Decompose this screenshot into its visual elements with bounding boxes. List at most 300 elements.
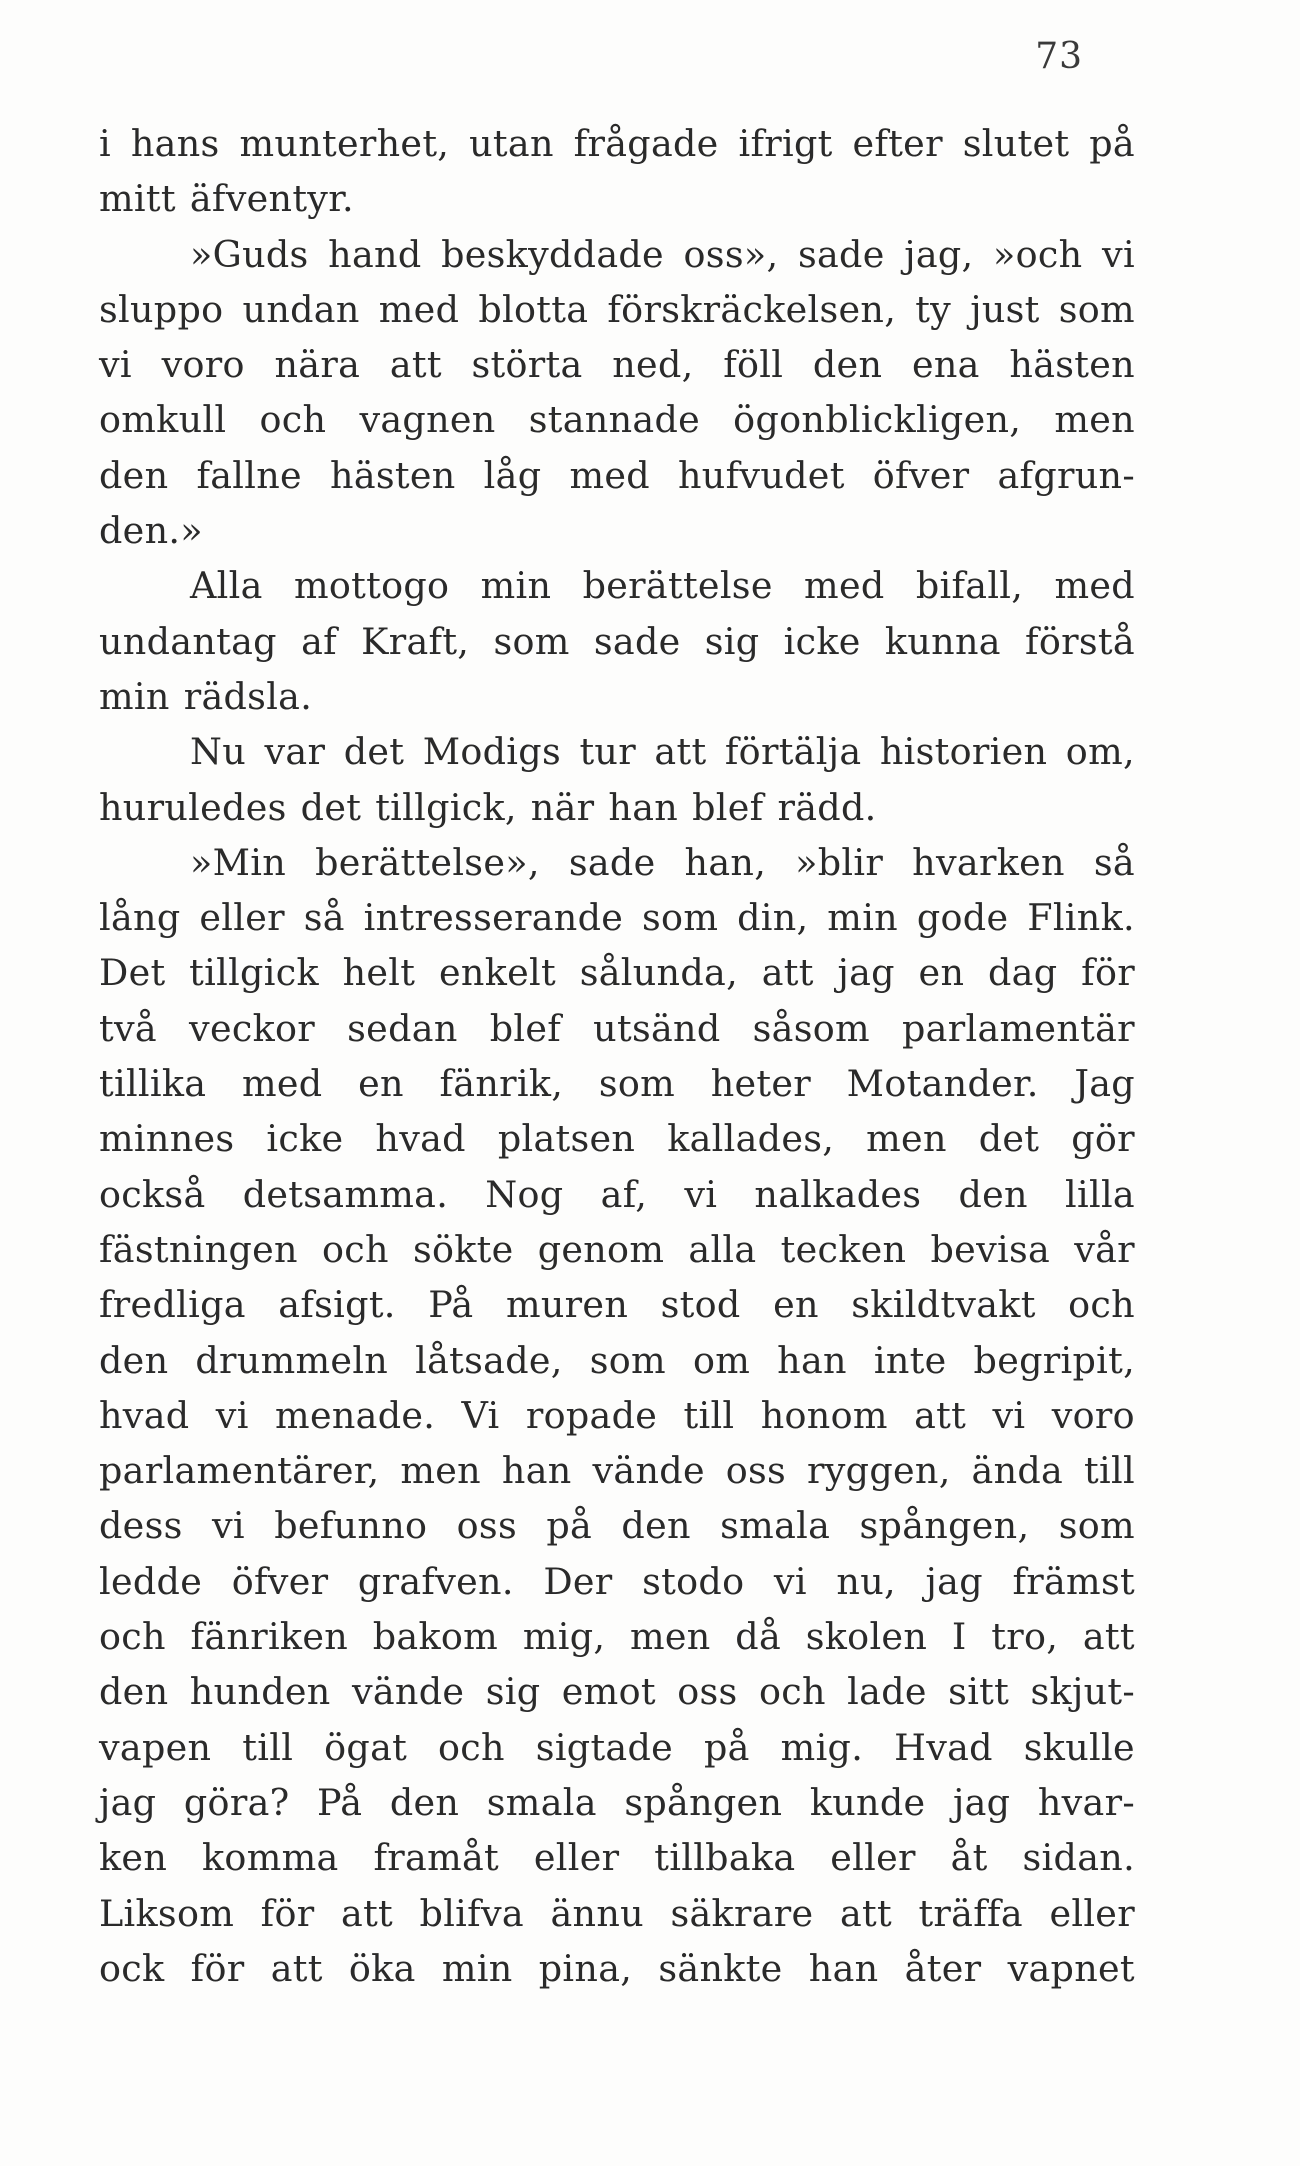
word: frågade <box>573 122 719 165</box>
word: sidan. <box>1022 1836 1135 1880</box>
word: oss», <box>683 232 779 276</box>
word: Liksom <box>99 1891 235 1935</box>
word: åter <box>904 1946 982 1990</box>
text-line <box>99 558 1135 613</box>
word: oss <box>456 1504 517 1548</box>
text-line <box>99 1554 1135 1609</box>
word: sade <box>593 619 681 663</box>
word: i <box>99 122 111 165</box>
word: jag <box>837 951 895 995</box>
word: smala <box>720 1504 831 1548</box>
word: kunna <box>884 619 1001 663</box>
word: hvarken <box>912 840 1065 884</box>
word: hunden <box>189 1670 331 1714</box>
word: ryggen, <box>807 1449 951 1493</box>
word: mitt <box>99 177 176 221</box>
word: och <box>99 1615 166 1659</box>
word: för <box>1081 951 1135 995</box>
word: berättelse <box>582 564 773 608</box>
text-line <box>99 1609 1135 1664</box>
word: munterhet, <box>239 122 450 165</box>
word: som <box>589 1338 666 1382</box>
body-text <box>99 116 1135 1996</box>
word: att <box>914 1393 967 1437</box>
word: genom <box>537 1227 665 1271</box>
text-line <box>99 835 1135 890</box>
word: två <box>99 1006 157 1050</box>
word: smala <box>486 1780 597 1824</box>
word: beskyddade <box>441 232 664 276</box>
word: dess <box>99 1504 183 1548</box>
word: oss <box>725 1449 787 1493</box>
word: den <box>389 1780 460 1824</box>
text-line <box>99 282 1135 337</box>
word: hästen <box>330 453 456 497</box>
word: »blir <box>795 840 884 884</box>
word: sitt <box>948 1670 1010 1714</box>
word: med <box>804 564 885 608</box>
word: mig. <box>780 1725 864 1769</box>
word: afsigt. <box>278 1283 396 1327</box>
word: fallne <box>196 453 302 497</box>
word: sig <box>704 619 760 663</box>
text-line <box>99 1056 1135 1111</box>
word: ännu <box>550 1891 644 1935</box>
word: också <box>99 1172 206 1216</box>
word: och <box>758 1670 826 1714</box>
word: på <box>704 1725 750 1769</box>
word: med <box>241 1062 323 1106</box>
text-line <box>99 1498 1135 1553</box>
word: öfver <box>872 453 970 497</box>
word: som <box>493 619 570 663</box>
word: hufvudet <box>677 453 845 497</box>
word: en <box>773 1283 819 1327</box>
word: fredliga <box>99 1283 246 1327</box>
word: att <box>761 951 814 995</box>
word: Hvad <box>894 1725 993 1769</box>
word: när <box>530 785 595 829</box>
word: ty <box>915 287 952 331</box>
text-line <box>99 503 1135 558</box>
word: vi <box>684 1172 718 1216</box>
word: vände <box>351 1670 465 1714</box>
text-line <box>99 1664 1135 1719</box>
word: var <box>264 730 326 774</box>
word: eller <box>830 1836 916 1880</box>
word: Flink. <box>1027 896 1135 940</box>
word: parlamentärer, <box>99 1449 380 1493</box>
word: kallades, <box>667 1117 835 1161</box>
word: rädsla. <box>183 674 313 718</box>
word: föll <box>723 343 784 387</box>
word: tillika <box>99 1062 207 1106</box>
word: befunno <box>274 1504 428 1548</box>
word: menade. <box>275 1393 436 1437</box>
word: voro <box>161 343 245 387</box>
word: sänkte <box>658 1946 783 1990</box>
text-line <box>99 392 1135 447</box>
word: emot <box>561 1670 656 1714</box>
word: för <box>190 1946 245 1990</box>
word: din, <box>737 896 809 940</box>
word: vi <box>211 1504 245 1548</box>
word: fänrik, <box>439 1062 564 1106</box>
word: jag <box>99 1780 157 1824</box>
word: den.» <box>99 509 203 553</box>
word: sig <box>485 1670 541 1714</box>
word: med <box>1054 564 1135 608</box>
text-line <box>99 1222 1135 1277</box>
word: blef <box>489 1006 562 1050</box>
word: berättelse», <box>315 840 540 884</box>
word: skulle <box>1023 1725 1135 1769</box>
word: stodo <box>642 1559 745 1603</box>
word: rädd. <box>777 785 877 829</box>
text-line <box>99 1277 1135 1332</box>
word: undan <box>242 287 360 331</box>
word: på <box>1089 122 1135 165</box>
word: säkrare <box>670 1891 814 1935</box>
word: blef <box>692 785 764 829</box>
word: men <box>400 1449 481 1493</box>
word: lade <box>847 1670 927 1714</box>
word: till <box>1084 1449 1135 1493</box>
word: tecken <box>780 1227 907 1271</box>
word: nu, <box>836 1559 896 1603</box>
word: främst <box>1012 1559 1135 1603</box>
word: oss <box>677 1670 738 1714</box>
word: den <box>812 343 883 387</box>
word: ock <box>99 1946 165 1990</box>
text-line <box>99 780 1135 835</box>
word: eller <box>1049 1891 1135 1935</box>
text-line <box>99 337 1135 392</box>
word: parlamentär <box>902 1006 1135 1050</box>
word: mottogo <box>293 564 450 608</box>
word: heter <box>710 1062 812 1106</box>
word: tro, <box>991 1615 1059 1659</box>
text-line <box>99 1333 1135 1388</box>
word: att <box>1082 1615 1135 1659</box>
word: I <box>951 1615 967 1659</box>
word: öfver <box>231 1559 329 1603</box>
word: tur <box>579 730 636 774</box>
word: min <box>827 896 898 940</box>
word: han <box>808 1946 879 1990</box>
text-line <box>99 1830 1135 1885</box>
word: om <box>692 1338 751 1382</box>
word: framåt <box>373 1836 500 1880</box>
word: Alla <box>190 564 263 608</box>
word: Modigs <box>422 730 561 774</box>
word: platsen <box>497 1117 636 1161</box>
word: voro <box>1051 1393 1135 1437</box>
word: fänriken <box>190 1615 349 1659</box>
word: och <box>1068 1283 1135 1327</box>
word: det <box>300 785 362 829</box>
word: sade <box>568 840 656 884</box>
word: hans <box>130 122 220 165</box>
word: komma <box>202 1836 339 1880</box>
word: skjut- <box>1030 1670 1135 1714</box>
word: som <box>1058 287 1135 331</box>
word: den <box>958 1172 1028 1216</box>
word: af <box>301 619 337 663</box>
word: spången <box>624 1780 783 1824</box>
text-line <box>99 945 1135 1000</box>
word: att <box>839 1891 892 1935</box>
word: den <box>99 453 169 497</box>
word: så <box>303 896 345 940</box>
word: låtsade, <box>415 1338 563 1382</box>
word: skildtvakt <box>851 1283 1036 1327</box>
word: göra? <box>183 1780 290 1824</box>
word: ögonblickligen, <box>733 398 1022 442</box>
word: bakom <box>372 1615 499 1659</box>
word: vi <box>1102 232 1135 276</box>
word: en <box>918 951 965 995</box>
word: enkelt <box>438 951 556 995</box>
word: ledde <box>99 1559 203 1603</box>
word: efter <box>852 122 943 165</box>
word: ögat <box>324 1725 408 1769</box>
word: tillgick, <box>375 785 517 829</box>
word: förstå <box>1025 619 1135 663</box>
word: och <box>259 398 327 442</box>
word: han <box>608 785 679 829</box>
word: men <box>629 1615 711 1659</box>
word: att <box>270 1946 323 1990</box>
word: lång <box>99 896 181 940</box>
word: alla <box>688 1227 757 1271</box>
word: grafven. <box>357 1559 514 1603</box>
page-number: 73 <box>1035 36 1083 77</box>
word: utan <box>469 122 554 165</box>
word: På <box>428 1283 474 1327</box>
word: tillgick <box>189 951 319 995</box>
text-line <box>99 669 1135 724</box>
word: för <box>260 1891 315 1935</box>
word: ända <box>971 1449 1064 1493</box>
text-line <box>99 1775 1135 1830</box>
word: störta <box>471 343 583 387</box>
word: såsom <box>752 1006 870 1050</box>
word: Vi <box>461 1393 500 1437</box>
word: vagnen <box>359 398 496 442</box>
word: och <box>438 1725 505 1769</box>
word: kunde <box>809 1780 926 1824</box>
word: hästen <box>1009 343 1135 387</box>
text-line <box>99 1443 1135 1498</box>
word: »och <box>993 232 1083 276</box>
word: ken <box>99 1836 168 1880</box>
text-line <box>99 227 1135 282</box>
word: med <box>378 287 460 331</box>
word: huruledes <box>99 785 287 829</box>
word: slutet <box>962 122 1070 165</box>
word: träffa <box>918 1891 1023 1935</box>
word: så <box>1093 840 1135 884</box>
word: mig, <box>522 1615 606 1659</box>
word: det <box>343 730 405 774</box>
word: min <box>480 564 552 608</box>
word: han <box>501 1449 572 1493</box>
word: inte <box>873 1338 947 1382</box>
word: vi <box>773 1559 807 1603</box>
word: nalkades <box>754 1172 922 1216</box>
word: förskräckelsen, <box>607 287 897 331</box>
word: vi <box>99 343 132 387</box>
word: åt <box>950 1836 988 1880</box>
word: bevisa <box>930 1227 1051 1271</box>
word: vår <box>1074 1227 1135 1271</box>
word: skolen <box>805 1615 928 1659</box>
word: den <box>99 1670 169 1714</box>
word: »Guds <box>190 232 309 276</box>
word: den <box>99 1338 169 1382</box>
word: gode <box>916 896 1009 940</box>
word: sade <box>797 232 885 276</box>
word: men <box>866 1117 947 1161</box>
word: men <box>1054 398 1135 442</box>
word: hvar- <box>1037 1780 1135 1824</box>
word: min <box>441 1946 513 1990</box>
word: en <box>358 1062 404 1106</box>
word: undantag <box>99 619 277 663</box>
word: ena <box>911 343 980 387</box>
word: sålunda, <box>579 951 738 995</box>
word: till <box>683 1393 735 1437</box>
word: som <box>642 896 719 940</box>
word: låg <box>483 453 542 497</box>
word: blifva <box>419 1891 524 1935</box>
word: till <box>242 1725 294 1769</box>
word: blotta <box>478 287 589 331</box>
text-line <box>99 1111 1135 1166</box>
word: sedan <box>347 1006 458 1050</box>
word: då <box>735 1615 782 1659</box>
text-line <box>99 1001 1135 1056</box>
word: hvad <box>99 1393 190 1437</box>
word: tillbaka <box>654 1836 796 1880</box>
word: Nu <box>190 730 247 774</box>
word: icke <box>783 619 861 663</box>
word: dag <box>988 951 1058 995</box>
word: veckor <box>189 1006 316 1050</box>
word: gör <box>1071 1117 1135 1161</box>
word: spången, <box>859 1504 1030 1548</box>
text-line <box>99 1886 1135 1941</box>
word: ropade <box>525 1393 658 1437</box>
word: vapnet <box>1007 1946 1135 1990</box>
word: ned, <box>612 343 694 387</box>
word: Kraft, <box>361 619 470 663</box>
word: förtälja <box>724 730 862 774</box>
word: den <box>621 1504 691 1548</box>
word: ifrigt <box>738 122 833 165</box>
word: och <box>321 1227 389 1271</box>
word: hvad <box>375 1117 466 1161</box>
word: han, <box>684 840 767 884</box>
word: sigtade <box>535 1725 674 1769</box>
word: sökte <box>412 1227 514 1271</box>
word: vi <box>215 1393 249 1437</box>
text-line <box>99 614 1135 669</box>
word: med <box>569 453 650 497</box>
word: på <box>546 1504 593 1548</box>
word: historien <box>879 730 1048 774</box>
word: Der <box>543 1559 613 1603</box>
word: min <box>99 674 170 718</box>
word: På <box>317 1780 363 1824</box>
word: stannade <box>528 398 701 442</box>
word: jag <box>952 1780 1011 1824</box>
word: Jag <box>1074 1062 1135 1106</box>
word: jag, <box>904 232 974 276</box>
text-line <box>99 1388 1135 1443</box>
word: som <box>1058 1504 1135 1548</box>
word: honom <box>760 1393 888 1437</box>
text-line <box>99 116 1135 171</box>
text-line <box>99 1720 1135 1775</box>
word: nära <box>274 343 361 387</box>
word: fästningen <box>99 1227 298 1271</box>
word: just <box>970 287 1040 331</box>
word: att <box>654 730 707 774</box>
word: minnes <box>99 1117 235 1161</box>
word: sluppo <box>99 287 224 331</box>
word: öka <box>348 1946 416 1990</box>
word: begripit, <box>973 1338 1135 1382</box>
word: om, <box>1065 730 1135 774</box>
word: Nog <box>485 1172 564 1216</box>
word: vapen <box>99 1725 212 1769</box>
word: detsamma. <box>242 1172 449 1216</box>
word: stod <box>660 1283 741 1327</box>
word: afgrun- <box>997 453 1135 497</box>
word: lilla <box>1065 1172 1135 1216</box>
word: hand <box>328 232 422 276</box>
word: att <box>389 343 442 387</box>
word: intresserande <box>363 896 624 940</box>
word: äfventyr. <box>189 177 354 221</box>
text-line <box>99 1167 1135 1222</box>
word: vi <box>992 1393 1026 1437</box>
word: bifall, <box>915 564 1024 608</box>
word: omkull <box>99 398 227 442</box>
text-line <box>99 1941 1135 1996</box>
text-line <box>99 890 1135 945</box>
word: som <box>598 1062 676 1106</box>
word: jag <box>925 1559 983 1603</box>
word: eller <box>199 896 285 940</box>
word: Det <box>99 951 166 995</box>
word: att <box>341 1891 394 1935</box>
word: pina, <box>538 1946 633 1990</box>
word: af, <box>600 1172 648 1216</box>
word: drummeln <box>195 1338 389 1382</box>
word: »Min <box>190 840 287 884</box>
text-line <box>99 171 1135 226</box>
word: han <box>777 1338 847 1382</box>
text-line <box>99 448 1135 503</box>
word: icke <box>266 1117 344 1161</box>
word: det <box>978 1117 1040 1161</box>
word: helt <box>342 951 416 995</box>
word: utsänd <box>593 1006 721 1050</box>
text-line <box>99 724 1135 779</box>
